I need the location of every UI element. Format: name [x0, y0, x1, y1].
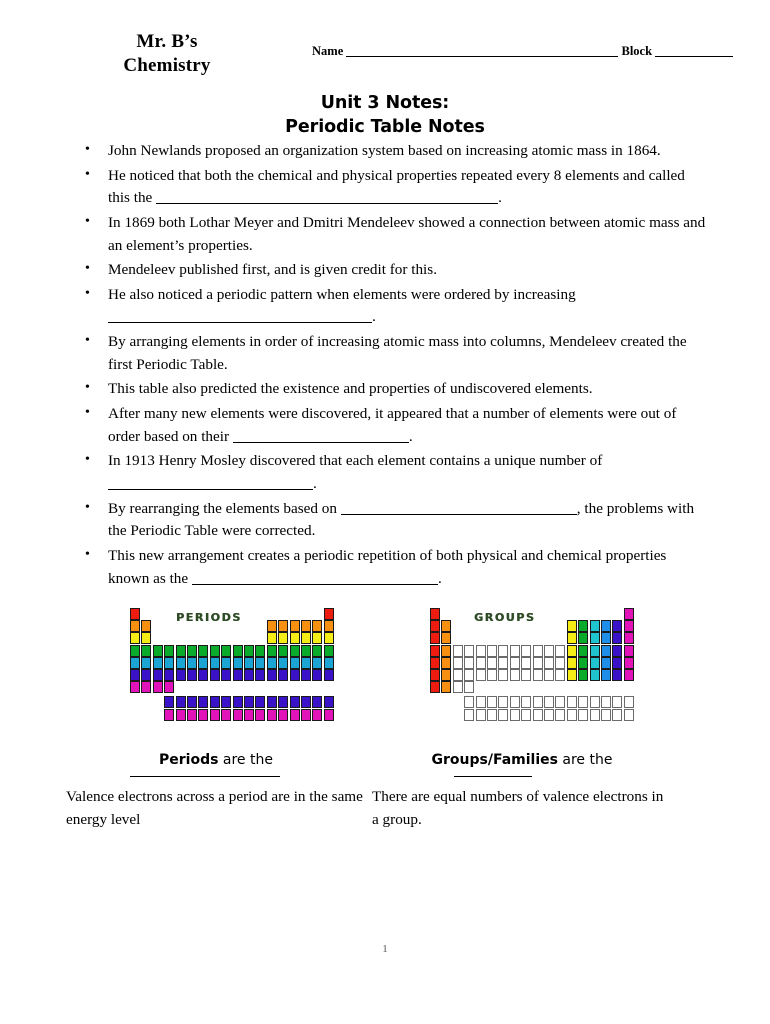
periods-cell: [164, 669, 174, 681]
groups-cell: [612, 669, 622, 681]
periods-cell: [324, 608, 334, 620]
periods-cell: [233, 657, 243, 669]
periods-cell: [301, 645, 311, 657]
groups-cell: [464, 681, 474, 693]
groups-cell: [590, 669, 600, 681]
groups-cell-actinide: [590, 709, 600, 721]
groups-cell: [441, 657, 451, 669]
groups-cell-actinide: [498, 709, 508, 721]
periods-cell-actinide: [255, 709, 265, 721]
groups-cell-lanthanide: [464, 696, 474, 708]
groups-cell: [441, 620, 451, 632]
groups-cell: [544, 657, 554, 669]
periods-cell: [153, 669, 163, 681]
bullet-dot-icon: •: [85, 405, 90, 421]
groups-cell: [498, 669, 508, 681]
groups-cell: [555, 669, 565, 681]
note-text-run: .: [313, 474, 317, 492]
periods-cell: [278, 632, 288, 644]
periods-cell: [153, 645, 163, 657]
note-text-run: He noticed that both the chemical and physical properties repeated every 8 elements and called this the: [108, 166, 685, 207]
note-text-run: By arranging elements in order of increasing atomic mass into columns, Mendeleev created the first Periodic Table.: [108, 333, 687, 373]
periods-cell-lanthanide: [324, 696, 334, 708]
periods-cell: [153, 681, 163, 693]
brand-line-2: Chemistry: [123, 54, 211, 76]
periods-cell: [267, 657, 277, 669]
periods-cell: [164, 645, 174, 657]
groups-cell: [590, 632, 600, 644]
note-bullet: [76, 498, 706, 543]
groups-cell: [430, 632, 440, 644]
groups-cell: [624, 608, 634, 620]
groups-cell: [521, 657, 531, 669]
groups-cell-actinide: [521, 709, 531, 721]
groups-cell-lanthanide: [612, 696, 622, 708]
note-text-run: In 1913 Henry Mosley discovered that each element contains a unique number of: [108, 452, 603, 470]
bullet-dot-icon: •: [85, 261, 90, 277]
caption-periods-blank[interactable]: [130, 776, 280, 777]
groups-cell: [487, 657, 497, 669]
note-bullet: [76, 140, 706, 163]
groups-cell-lanthanide: [544, 696, 554, 708]
periods-cell: [187, 657, 197, 669]
periods-cell: [187, 645, 197, 657]
name-block-row: [312, 44, 742, 59]
periods-cell: [255, 645, 265, 657]
groups-cell: [601, 632, 611, 644]
name-label: Name: [312, 44, 344, 58]
periods-cell: [267, 632, 277, 644]
groups-cell-actinide: [487, 709, 497, 721]
groups-cell: [544, 669, 554, 681]
groups-cell: [624, 657, 634, 669]
page-header: [0, 30, 770, 90]
periods-cell-actinide: [290, 709, 300, 721]
note-bullet-text: [108, 500, 694, 540]
fill-in-blank[interactable]: [192, 570, 438, 585]
note-bullet-text: [108, 286, 576, 326]
periods-cell: [290, 645, 300, 657]
caption-periods-body: Valence electrons across a period are in the same energy level: [66, 788, 363, 828]
groups-cell: [578, 645, 588, 657]
periods-cell: [244, 669, 254, 681]
groups-cell: [578, 620, 588, 632]
periods-cell-lanthanide: [210, 696, 220, 708]
name-blank-field[interactable]: [346, 56, 618, 57]
bullet-dot-icon: •: [85, 166, 90, 182]
periods-cell-actinide: [301, 709, 311, 721]
bullet-dot-icon: •: [85, 546, 90, 562]
periods-cell-actinide: [324, 709, 334, 721]
brand-line-1: Mr. B’s: [136, 31, 198, 52]
groups-cell-lanthanide: [601, 696, 611, 708]
note-text-run: .: [372, 308, 376, 326]
periods-cell: [278, 657, 288, 669]
note-text-run: By rearranging the elements based on: [108, 499, 341, 517]
groups-cell-lanthanide: [498, 696, 508, 708]
groups-cell-actinide: [464, 709, 474, 721]
groups-cell: [453, 645, 463, 657]
groups-cell: [430, 608, 440, 620]
periods-cell: [312, 632, 322, 644]
periods-cell: [176, 657, 186, 669]
periods-cell: [198, 645, 208, 657]
fill-in-blank[interactable]: [108, 309, 372, 324]
note-bullet-text: [108, 214, 705, 254]
groups-cell: [498, 645, 508, 657]
note-bullet-text: [108, 261, 437, 278]
note-bullet: [76, 259, 706, 282]
groups-cell: [612, 657, 622, 669]
groups-cell: [612, 632, 622, 644]
periods-cell: [141, 632, 151, 644]
periods-cell: [267, 620, 277, 632]
groups-cell-lanthanide: [578, 696, 588, 708]
periods-cell-lanthanide: [233, 696, 243, 708]
note-text-run: .: [498, 189, 502, 207]
groups-cell: [590, 657, 600, 669]
groups-cell-actinide: [567, 709, 577, 721]
periods-cell: [267, 645, 277, 657]
periods-cell-lanthanide: [221, 696, 231, 708]
periods-cell-lanthanide: [267, 696, 277, 708]
block-label: Block: [621, 44, 653, 58]
groups-cell: [567, 657, 577, 669]
periods-cell: [130, 657, 140, 669]
periods-cell: [130, 620, 140, 632]
periods-cell: [130, 608, 140, 620]
groups-cell: [601, 645, 611, 657]
groups-cell: [555, 645, 565, 657]
periods-diagram-label: PERIODS: [176, 611, 242, 624]
periods-cell: [141, 669, 151, 681]
bullet-dot-icon: •: [85, 380, 90, 396]
groups-cell-actinide: [601, 709, 611, 721]
groups-cell: [601, 657, 611, 669]
notes-bullet-list: [76, 140, 706, 590]
caption-groups-blank[interactable]: [454, 776, 532, 777]
groups-cell: [453, 681, 463, 693]
periods-cell: [141, 620, 151, 632]
bullet-dot-icon: •: [85, 499, 90, 515]
groups-cell-lanthanide: [521, 696, 531, 708]
caption-groups-term: Groups/Families: [431, 752, 558, 768]
groups-cell: [510, 645, 520, 657]
groups-cell: [476, 645, 486, 657]
periods-cell: [324, 632, 334, 644]
bullet-dot-icon: •: [85, 333, 90, 349]
periods-cell: [221, 669, 231, 681]
groups-cell: [578, 669, 588, 681]
periods-cell: [324, 669, 334, 681]
groups-cell: [430, 681, 440, 693]
bullet-dot-icon: •: [85, 142, 90, 157]
periods-cell-actinide: [267, 709, 277, 721]
groups-cell: [555, 657, 565, 669]
periods-cell-actinide: [312, 709, 322, 721]
note-bullet: [76, 165, 706, 210]
periods-cell: [164, 657, 174, 669]
periods-cell: [130, 669, 140, 681]
periods-cell: [187, 669, 197, 681]
groups-cell: [567, 645, 577, 657]
groups-cell: [544, 645, 554, 657]
periods-cell-actinide: [278, 709, 288, 721]
groups-cell: [453, 669, 463, 681]
periods-cell: [312, 620, 322, 632]
periods-cell-actinide: [233, 709, 243, 721]
periods-cell-actinide: [198, 709, 208, 721]
note-text-run: .: [408, 427, 413, 445]
groups-cell: [487, 645, 497, 657]
note-bullet: [76, 331, 706, 376]
periods-cell: [244, 657, 254, 669]
periods-cell-lanthanide: [312, 696, 322, 708]
periods-cell: [233, 645, 243, 657]
periods-cell: [233, 669, 243, 681]
groups-cell-actinide: [533, 709, 543, 721]
periods-cell: [176, 645, 186, 657]
caption-periods-heading: [66, 752, 366, 768]
groups-cell: [498, 657, 508, 669]
periods-cell: [221, 657, 231, 669]
groups-cell: [624, 645, 634, 657]
periods-cell: [312, 657, 322, 669]
periods-cell-lanthanide: [290, 696, 300, 708]
caption-periods-term: Periods: [159, 752, 219, 768]
periods-cell: [324, 657, 334, 669]
note-bullet-text: [108, 405, 676, 445]
groups-cell-actinide: [612, 709, 622, 721]
periods-cell: [324, 645, 334, 657]
periods-cell: [164, 681, 174, 693]
periods-cell: [278, 669, 288, 681]
fill-in-blank[interactable]: [341, 500, 577, 515]
note-text-run: John Newlands proposed an organization system based on increasing atomic mass in 1864.: [108, 142, 661, 159]
caption-periods: [66, 752, 366, 831]
periods-cell: [210, 669, 220, 681]
groups-cell: [624, 632, 634, 644]
groups-cell: [453, 657, 463, 669]
groups-cell: [430, 645, 440, 657]
groups-cell-lanthanide: [624, 696, 634, 708]
fill-in-blank[interactable]: [233, 428, 409, 443]
groups-cell: [430, 657, 440, 669]
periods-cell: [312, 669, 322, 681]
groups-cell: [578, 632, 588, 644]
caption-groups: [372, 752, 672, 831]
groups-cell-actinide: [624, 709, 634, 721]
note-bullet: [76, 212, 706, 257]
caption-groups-heading-rest: are the: [557, 752, 613, 768]
groups-cell: [441, 681, 451, 693]
groups-cell: [510, 669, 520, 681]
note-text-run: After many new elements were discovered, it appeared that a number of elements were out of order based on their: [108, 405, 677, 445]
groups-cell-lanthanide: [510, 696, 520, 708]
groups-cell: [601, 669, 611, 681]
periods-cell: [255, 669, 265, 681]
periods-cell: [244, 645, 254, 657]
groups-cell: [624, 620, 634, 632]
groups-cell: [612, 645, 622, 657]
bullet-dot-icon: •: [85, 213, 90, 229]
groups-cell: [476, 669, 486, 681]
periods-cell-actinide: [176, 709, 186, 721]
periods-cell-actinide: [221, 709, 231, 721]
title-line-1: Unit 3 Notes:: [320, 93, 450, 113]
groups-cell: [441, 632, 451, 644]
periods-cell-lanthanide: [255, 696, 265, 708]
periods-cell: [141, 681, 151, 693]
note-bullet-text: [108, 142, 661, 159]
note-text-run: .: [437, 569, 442, 587]
course-brand: [62, 30, 272, 78]
note-bullet-text: [108, 452, 602, 492]
note-bullet: [76, 450, 706, 495]
groups-cell-lanthanide: [487, 696, 497, 708]
periods-cell: [221, 645, 231, 657]
periods-cell: [210, 645, 220, 657]
groups-cell: [430, 669, 440, 681]
groups-cell: [590, 645, 600, 657]
periods-cell: [301, 632, 311, 644]
note-bullet: [76, 378, 706, 401]
periods-cell: [141, 657, 151, 669]
groups-cell: [590, 620, 600, 632]
page-number: 1: [382, 943, 388, 955]
fill-in-blank[interactable]: [156, 190, 498, 205]
note-bullet-text: [108, 380, 593, 397]
groups-cell-lanthanide: [476, 696, 486, 708]
bullet-dot-icon: •: [85, 452, 90, 468]
groups-cell: [533, 669, 543, 681]
groups-cell: [464, 669, 474, 681]
periods-cell-lanthanide: [278, 696, 288, 708]
periods-cell-actinide: [164, 709, 174, 721]
groups-cell-actinide: [476, 709, 486, 721]
periods-cell: [130, 681, 140, 693]
block-blank-field[interactable]: [655, 56, 733, 57]
groups-cell-lanthanide: [590, 696, 600, 708]
note-text-run: , the problems with the Periodic Table were corrected.: [108, 499, 695, 540]
note-bullet-text: [108, 167, 685, 207]
groups-cell: [487, 669, 497, 681]
periods-cell-lanthanide: [164, 696, 174, 708]
periods-cell: [176, 669, 186, 681]
periods-cell-lanthanide: [176, 696, 186, 708]
periods-cell-lanthanide: [187, 696, 197, 708]
periods-cell: [290, 632, 300, 644]
periods-cell: [301, 669, 311, 681]
groups-cell-lanthanide: [555, 696, 565, 708]
groups-cell: [510, 657, 520, 669]
periodic-table-diagrams: [0, 604, 770, 764]
groups-diagram-label: GROUPS: [474, 611, 536, 624]
note-text-run: In 1869 both Lothar Meyer and Dmitri Mendeleev showed a connection between atomic mass and an element’s properties.: [108, 213, 706, 254]
groups-cell: [521, 669, 531, 681]
bullet-dot-icon: •: [85, 285, 90, 301]
groups-cell-actinide: [578, 709, 588, 721]
periods-cell: [198, 669, 208, 681]
periods-cell: [290, 620, 300, 632]
groups-cell: [533, 657, 543, 669]
periods-cell: [210, 657, 220, 669]
caption-periods-heading-rest: are the: [218, 752, 273, 768]
periods-cell: [278, 620, 288, 632]
periods-cell-actinide: [210, 709, 220, 721]
groups-cell-actinide: [555, 709, 565, 721]
groups-cell: [567, 669, 577, 681]
groups-cell: [624, 669, 634, 681]
periods-cell: [141, 645, 151, 657]
periods-cell: [278, 645, 288, 657]
periods-cell: [153, 657, 163, 669]
caption-groups-body: There are equal numbers of valence electrons in a group.: [372, 788, 664, 828]
groups-cell-lanthanide: [533, 696, 543, 708]
groups-cell: [578, 657, 588, 669]
title-line-2: Periodic Table Notes: [285, 116, 485, 137]
periods-cell: [255, 657, 265, 669]
groups-cell-lanthanide: [567, 696, 577, 708]
note-bullet: [76, 403, 706, 448]
periods-cell-actinide: [244, 709, 254, 721]
note-bullet: [76, 545, 706, 590]
note-text-run: This table also predicted the existence and properties of undiscovered elements.: [108, 380, 593, 398]
note-text-run: Mendeleev published first, and is given credit for this.: [108, 261, 437, 279]
note-bullet-text: [108, 333, 687, 373]
groups-cell: [601, 620, 611, 632]
periods-cell: [301, 620, 311, 632]
periods-cell: [312, 645, 322, 657]
periods-cell: [130, 645, 140, 657]
groups-cell: [476, 657, 486, 669]
note-text-run: He also noticed a periodic pattern when elements were ordered by increasing: [108, 285, 576, 303]
fill-in-blank[interactable]: [108, 475, 313, 490]
groups-cell-actinide: [510, 709, 520, 721]
note-bullet-text: [108, 547, 666, 587]
caption-groups-heading: [372, 752, 672, 768]
periods-cell: [130, 632, 140, 644]
periods-cell: [290, 657, 300, 669]
periods-cell: [324, 620, 334, 632]
groups-cell: [430, 620, 440, 632]
periods-cell-lanthanide: [244, 696, 254, 708]
groups-cell: [441, 669, 451, 681]
periods-cell: [267, 669, 277, 681]
periods-cell: [301, 657, 311, 669]
groups-cell: [612, 620, 622, 632]
groups-cell: [521, 645, 531, 657]
note-text-run: This new arrangement creates a periodic repetition of both physical and chemical properties known as the: [108, 546, 667, 587]
groups-cell: [533, 645, 543, 657]
note-bullet: [76, 284, 706, 329]
groups-cell: [567, 632, 577, 644]
periods-cell-lanthanide: [198, 696, 208, 708]
page-title: [0, 92, 770, 140]
groups-cell: [464, 645, 474, 657]
periods-cell-lanthanide: [301, 696, 311, 708]
groups-cell: [441, 645, 451, 657]
groups-cell: [567, 620, 577, 632]
groups-cell-actinide: [544, 709, 554, 721]
periods-cell: [290, 669, 300, 681]
groups-cell: [464, 657, 474, 669]
periods-cell-actinide: [187, 709, 197, 721]
periods-cell: [198, 657, 208, 669]
